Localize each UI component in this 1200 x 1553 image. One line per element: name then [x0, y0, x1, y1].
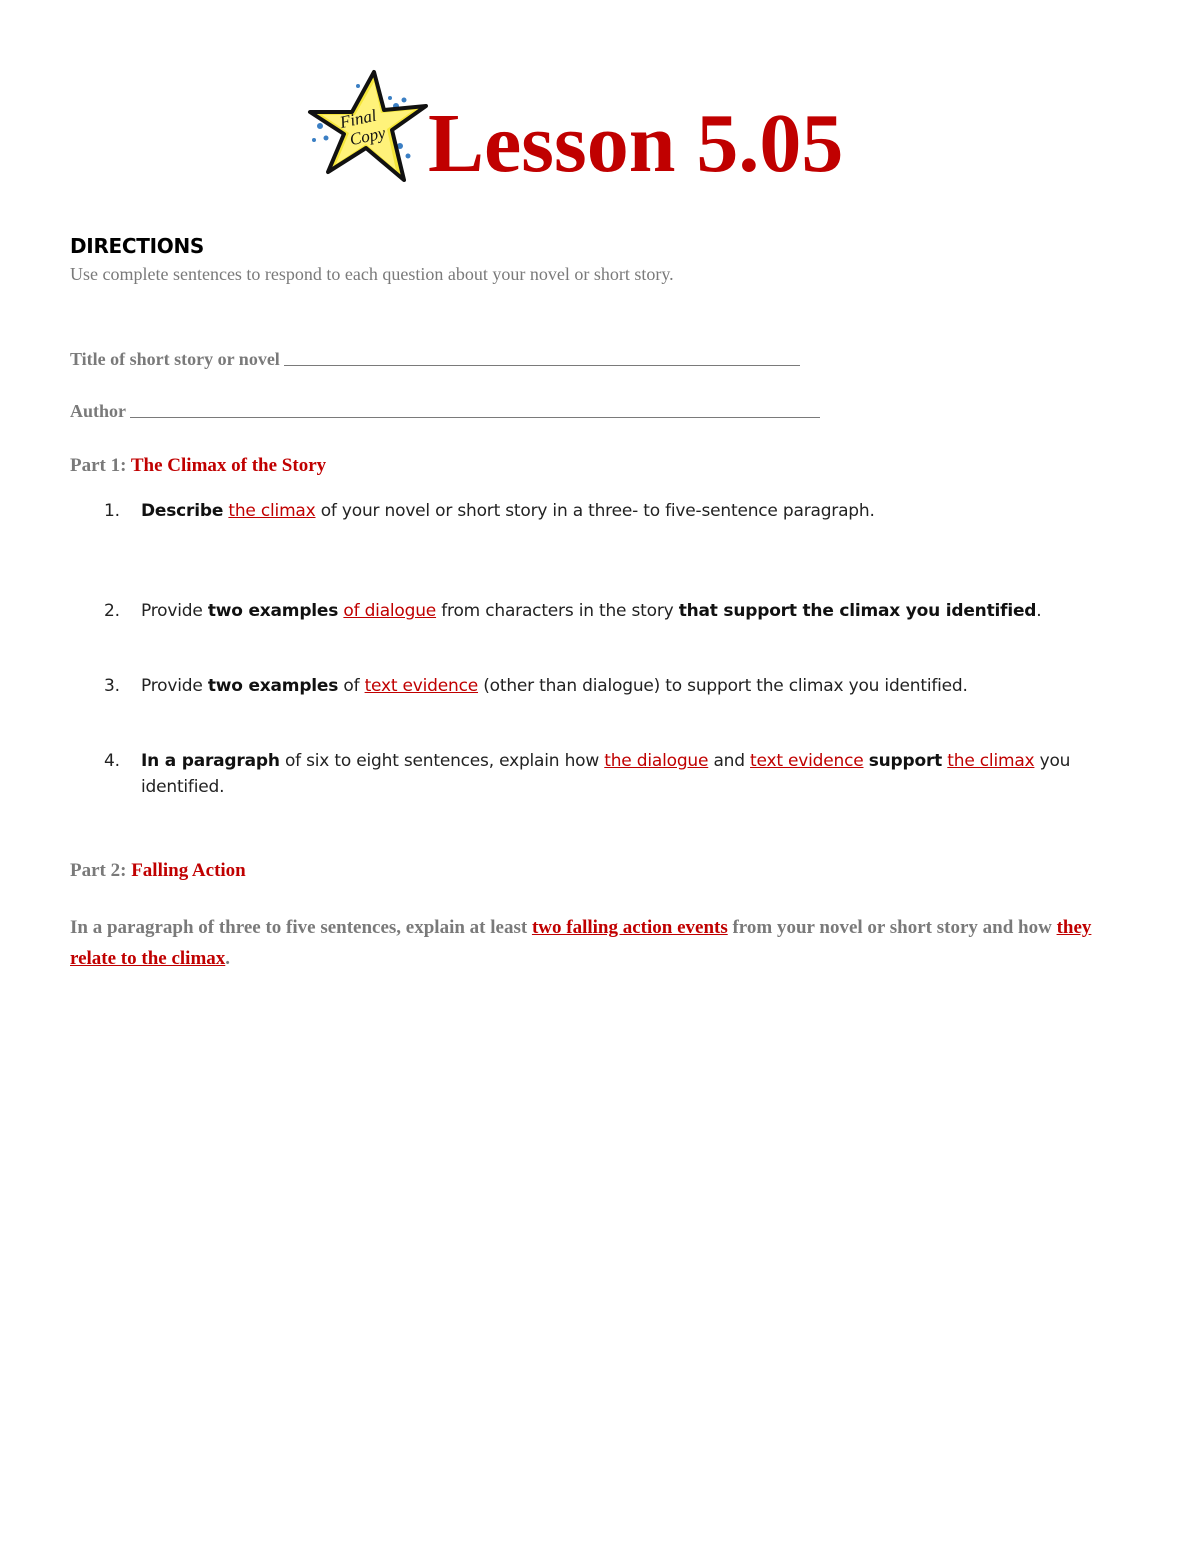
question-bold-text: support — [868, 751, 943, 771]
question-text: of six to eight sentences, explain how — [279, 751, 605, 771]
title-field[interactable] — [70, 349, 800, 370]
question-text: from characters in the story — [436, 601, 679, 621]
final-copy-star-logo — [300, 68, 432, 188]
question-3 — [104, 673, 1124, 699]
part2-title: Falling Action — [131, 860, 246, 881]
question-text: (other than dialogue) to support the climax you identified. — [478, 676, 968, 696]
question-bold-text: In a paragraph — [141, 751, 280, 771]
question-4 — [104, 748, 1124, 800]
question-text: . — [1036, 601, 1042, 621]
question-text: Provide — [141, 676, 208, 696]
part2-number: Part 2: — [70, 860, 127, 881]
question-text: you identified. — [141, 751, 1071, 797]
svg-text:Final: Final — [338, 105, 379, 132]
question-bold-text: that support the climax you identified — [678, 601, 1037, 621]
prompt-text: . — [225, 948, 231, 969]
question-1 — [104, 498, 1124, 524]
title-field-label: Title of short story or novel — [70, 349, 280, 369]
lesson-header — [300, 68, 920, 198]
part1-number: Part 1: — [70, 455, 127, 476]
lesson-title: Lesson 5.05 — [428, 97, 844, 190]
author-field-label: Author — [70, 401, 127, 421]
link-text-evidence[interactable]: text evidence — [364, 676, 479, 696]
directions-heading: DIRECTIONS — [70, 234, 205, 258]
part1-title: The Climax of the Story — [130, 455, 327, 476]
title-blank-line[interactable] — [284, 351, 800, 366]
question-text: of your novel or short story in a three- to five-sentence paragraph. — [315, 501, 875, 521]
question-number: 2. — [104, 601, 120, 621]
link-the-climax[interactable]: the climax — [228, 501, 316, 521]
part2-heading — [70, 860, 246, 882]
link-the-dialogue[interactable]: the dialogue — [604, 751, 709, 771]
author-field[interactable] — [70, 401, 820, 422]
link-two-falling-action-events[interactable]: two falling action events — [531, 917, 728, 938]
link-of-dialogue[interactable]: of dialogue — [343, 601, 437, 621]
question-bold-text: Describe — [141, 501, 224, 521]
prompt-text: from your novel or short story and how — [727, 917, 1057, 938]
question-number: 4. — [104, 751, 120, 771]
question-number: 1. — [104, 501, 120, 521]
link-the-climax[interactable]: the climax — [947, 751, 1035, 771]
part1-heading — [70, 455, 326, 477]
svg-text:Copy: Copy — [348, 123, 388, 150]
question-text: Provide — [141, 601, 208, 621]
link-text-evidence[interactable]: text evidence — [750, 751, 864, 771]
question-text: of — [338, 676, 365, 696]
part2-prompt — [70, 912, 1110, 974]
directions-text: Use complete sentences to respond to each question about your novel or short story. — [70, 264, 674, 284]
prompt-text: In a paragraph of three to five sentences, explain at least — [70, 917, 532, 938]
question-bold-text: two examples — [207, 676, 339, 696]
question-bold-text: two examples — [207, 601, 339, 621]
link-they-relate-to-the-climax[interactable]: they relate to the climax — [70, 917, 1092, 969]
question-2 — [104, 598, 1124, 624]
question-text: and — [708, 751, 751, 771]
author-blank-line[interactable] — [130, 403, 820, 418]
question-number: 3. — [104, 676, 120, 696]
